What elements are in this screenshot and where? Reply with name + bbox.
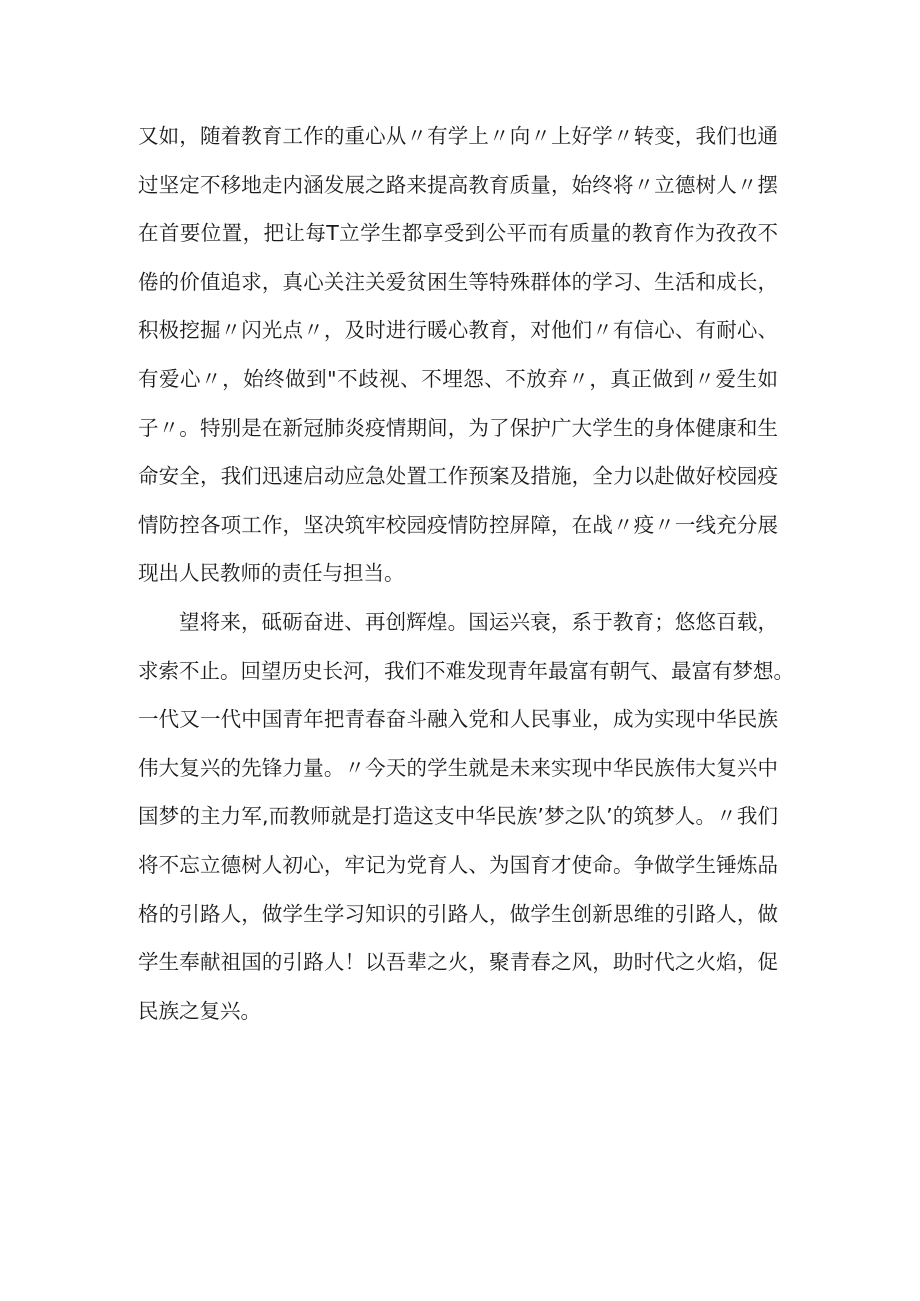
paragraph-line: 命安全，我们迅速启动应急处置工作预案及措施，全力以赴做好校园疫 <box>138 464 778 489</box>
paragraph-line: 民族之复兴。 <box>138 998 261 1023</box>
paragraph-line: 有爱心〃，始终做到"不歧视、不埋怨、不放弃〃，真正做到〃爱生如 <box>138 366 778 391</box>
paragraph-line: 伟大复兴的先锋力量。〃今天的学生就是未来实现中华民族伟大复兴中 <box>138 755 778 780</box>
paragraph-line: 子〃。特别是在新冠肺炎疫情期间，为了保护广大学生的身体健康和生 <box>138 415 778 440</box>
paragraph-line: 求索不止。回望历史长河，我们不难发现青年最富有朝气、最富有梦想。 <box>138 658 794 683</box>
document-body <box>138 112 794 1035</box>
paragraph-line: 国梦的主力军,而教师就是打造这支中华民族’梦之队’的筑梦人。〃我们 <box>138 804 778 829</box>
paragraph-line: 积极挖掘〃闪光点〃，及时进行暖心教育，对他们〃有信心、有耐心、 <box>138 318 778 343</box>
paragraph-line: 一代又一代中国青年把青春奋斗融入党和人民事业，成为实现中华民族 <box>138 707 778 732</box>
paragraph-line: 倦的价值追求，真心关注关爱贫困生等特殊群体的学习、生活和成长， <box>138 269 778 294</box>
paragraph-line: 学生奉献祖国的引路人！以吾辈之火，聚青春之风，助时代之火焰，促 <box>138 950 778 975</box>
paragraph-line: 现出人民教师的责任与担当。 <box>138 561 405 586</box>
paragraph-line: 又如，随着教育工作的重心从〃有学上〃向〃上好学〃转变，我们也通 <box>138 124 778 148</box>
paragraph-line: 望将来，砥砺奋进、再创辉煌。国运兴衰，系于教育；悠悠百载， <box>179 609 778 634</box>
paragraph-line: 过坚定不移地走内涵发展之路来提高教育质量，始终将〃立德树人〃摆 <box>138 172 778 197</box>
paragraph-1 <box>138 112 778 598</box>
paragraph-line: 在首要位置，把让每T立学生都享受到公平而有质量的教育作为孜孜不 <box>138 221 778 246</box>
paragraph-2 <box>138 598 794 1035</box>
paragraph-line: 将不忘立德树人初心，牢记为党育人、为国育才使命。争做学生锤炼品 <box>138 852 778 877</box>
paragraph-line: 格的引路人，做学生学习知识的引路人，做学生创新思维的引路人，做 <box>138 901 778 926</box>
paragraph-line: 情防控各项工作，坚决筑牢校园疫情防控屏障，在战〃疫〃一线充分展 <box>138 512 778 537</box>
